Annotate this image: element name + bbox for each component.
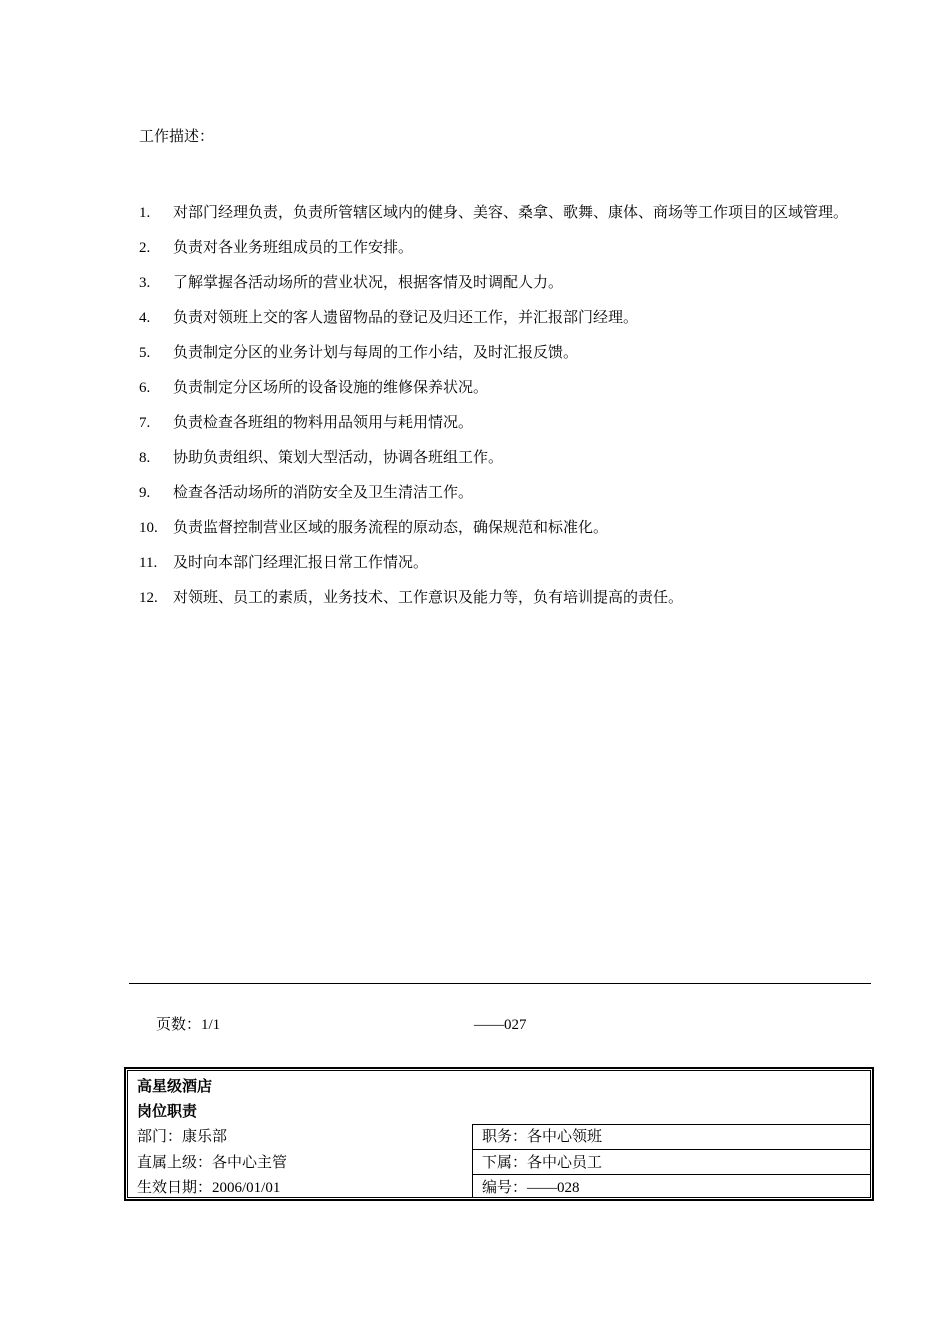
list-item (139, 266, 869, 301)
item-number: 10. (139, 520, 158, 536)
item-text: 及时向本部门经理汇报日常工作情况。 (173, 555, 429, 571)
item-number: 7. (139, 415, 151, 431)
item-text: 负责制定分区场所的设备设施的维修保养状况。 (173, 380, 489, 396)
list-item (139, 581, 869, 616)
item-number: 6. (139, 380, 151, 396)
info-table-inner-border (127, 1070, 871, 1198)
item-text: 对领班、员工的素质，业务技术、工作意识及能力等，负有培训提高的责任。 (173, 590, 684, 606)
page-count: 页数：1/1 (156, 1017, 221, 1033)
document-number-field: 编号：——028 (482, 1180, 580, 1196)
item-number: 3. (139, 275, 151, 291)
item-text: 负责制定分区的业务计划与每周的工作小结，及时汇报反馈。 (173, 345, 579, 361)
item-text: 对部门经理负责，负责所管辖区域内的健身、美容、桑拿、歌舞、康体、商场等工作项目的区域管理。 (173, 205, 849, 221)
item-text: 负责对各业务班组成员的工作安排。 (173, 240, 414, 256)
item-number: 4. (139, 310, 151, 326)
list-item (139, 441, 869, 476)
list-item (139, 476, 869, 511)
item-number: 11. (139, 555, 158, 571)
item-number: 1. (139, 205, 151, 221)
list-item (139, 546, 869, 581)
list-item (139, 371, 869, 406)
document-info-table (124, 1067, 874, 1201)
document-code: ——027 (474, 1017, 527, 1033)
list-item (139, 301, 869, 336)
item-number: 8. (139, 450, 151, 466)
position-field: 职务：各中心领班 (482, 1129, 603, 1145)
list-item (139, 196, 869, 231)
hotel-name: 高星级酒店 (137, 1079, 213, 1095)
item-text: 负责监督控制营业区域的服务流程的原动态，确保规范和标准化。 (173, 520, 609, 536)
column-divider (472, 1124, 473, 1197)
item-text: 负责对领班上交的客人遗留物品的登记及归还工作，并汇报部门经理。 (173, 310, 639, 326)
list-item (139, 406, 869, 441)
effective-date-field: 生效日期：2006/01/01 (137, 1180, 281, 1196)
superior-field: 直属上级：各中心主管 (137, 1155, 288, 1171)
document-title: 岗位职责 (137, 1104, 198, 1120)
table-rule (472, 1174, 870, 1175)
item-number: 2. (139, 240, 151, 256)
list-item (139, 511, 869, 546)
item-text: 了解掌握各活动场所的营业状况，根据客情及时调配人力。 (173, 275, 564, 291)
list-item (139, 231, 869, 266)
item-number: 12. (139, 590, 158, 606)
subordinate-field: 下属：各中心员工 (482, 1155, 603, 1171)
item-text: 协助负责组织、策划大型活动，协调各班组工作。 (173, 450, 504, 466)
item-text: 检查各活动场所的消防安全及卫生清洁工作。 (173, 485, 474, 501)
footer-divider (129, 983, 871, 984)
department-field: 部门：康乐部 (137, 1129, 228, 1145)
duty-list (139, 196, 869, 616)
section-heading: 工作描述： (139, 129, 215, 145)
item-number: 5. (139, 345, 151, 361)
table-rule (472, 1149, 870, 1150)
item-number: 9. (139, 485, 151, 501)
list-item (139, 336, 869, 371)
item-text: 负责检查各班组的物料用品领用与耗用情况。 (173, 415, 474, 431)
